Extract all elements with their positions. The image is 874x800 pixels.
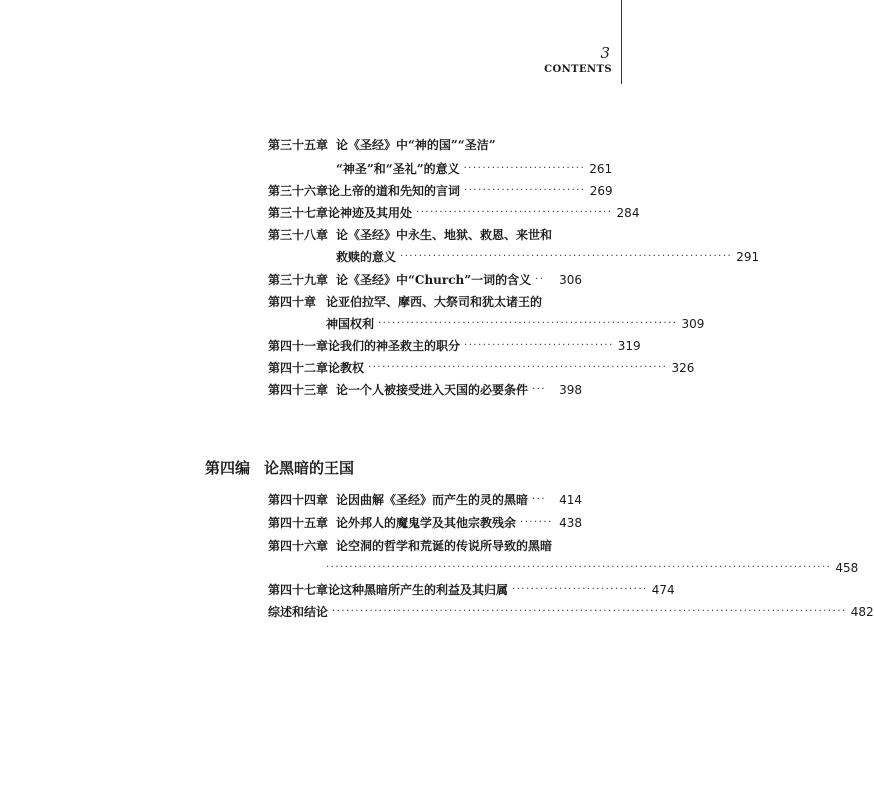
chapter-title: 论这种黑暗所产生的利益及其归属 [328,583,509,597]
toc-entry-35-cont[interactable] [336,160,613,178]
chapter-title-continuation: 神国权利 [326,317,375,331]
page-ref: 319 [617,339,641,353]
part-label: 第四编 [205,459,251,477]
running-head: CONTENTS [544,64,612,75]
leader-dots: ·········································· [416,207,613,218]
toc-entry-47[interactable] [268,581,675,599]
toc-entry-38[interactable] [268,226,588,244]
chapter-title: 论外邦人的魔鬼学及其他宗教残余 [336,516,517,530]
chapter-title: 论因曲解《圣经》而产生的灵的黑暗 [336,493,529,507]
toc-entry-44[interactable] [268,491,582,509]
page-ref: 309 [681,317,705,331]
chapter-title: 论《圣经》中“神的国”“圣洁” [336,138,496,152]
page-ref: 291 [736,250,760,264]
leader-dots: ······· [520,517,553,528]
page-ref: 306 [559,273,582,287]
leader-dots: ································ [464,340,614,351]
toc-entry-41[interactable] [268,337,641,355]
chapter-label: 第四十二章 [268,361,329,375]
chapter-title: 论《圣经》中永生、地狱、救恩、来世和 [336,228,553,242]
chapter-label: 第三十五章 [268,138,329,152]
chapter-label: 第三十六章 [268,184,329,198]
chapter-label: 第三十八章 [268,228,329,242]
toc-entry-36[interactable] [268,182,613,200]
page-ref: 482 [850,605,874,619]
chapter-title: 论上帝的道和先知的言词 [328,184,461,198]
chapter-title: 论亚伯拉罕、摩西、大祭司和犹太诸王的 [326,295,543,309]
chapter-title: 论一个人被接受进入天国的必要条件 [336,383,529,397]
toc-entry-40[interactable] [268,293,588,311]
chapter-label: 第四十七章 [268,583,329,597]
leader-dots: ······································································· [400,251,733,262]
toc-entry-37[interactable] [268,204,640,222]
leader-dots: ··· [532,384,547,395]
leader-dots: ································································ [378,318,678,329]
chapter-label: 第四十章 [268,295,317,309]
chapter-label: 第四十三章 [268,383,329,397]
page-ref: 326 [671,361,695,375]
chapter-title: 论我们的神圣救主的职分 [328,339,461,353]
toc-entry-45[interactable] [268,514,582,532]
chapter-label: 第四十五章 [268,516,329,530]
chapter-label: 综述和结论 [268,605,329,619]
chapter-title: 论神迹及其用处 [328,206,413,220]
page-ref: 414 [559,493,582,507]
leader-dots: ·· [535,274,545,285]
chapter-title: 论教权 [328,361,365,375]
leader-dots: ·························· [463,163,586,174]
leader-dots: ····························· [512,584,648,595]
toc-entry-42[interactable] [268,359,695,377]
chapter-title: 论《圣经》中“Church”一词的含义 [336,273,532,287]
chapter-label: 第四十四章 [268,493,329,507]
chapter-label: 第三十七章 [268,206,329,220]
toc-entry-39[interactable] [268,271,582,289]
page-ref: 269 [589,184,613,198]
chapter-label: 第四十一章 [268,339,329,353]
chapter-title-continuation: 救赎的意义 [336,250,397,264]
toc-entry-conclusion[interactable] [268,603,874,621]
part-title: 论黑暗的王国 [264,459,355,477]
page-ref: 398 [559,383,582,397]
toc-entry-38-cont[interactable] [336,248,760,266]
leader-dots: ·············································································································· [332,606,847,617]
chapter-label: 第四十六章 [268,539,329,553]
page-ref: 284 [616,206,640,220]
toc-entry-46-cont[interactable] [326,559,859,577]
page-ref: 458 [835,561,859,575]
leader-dots: ············································································································ [326,562,832,573]
page-ref: 438 [559,516,582,530]
toc-entry-46[interactable] [268,537,588,555]
chapter-label: 第三十九章 [268,273,329,287]
page-ref: 474 [651,583,675,597]
part-heading[interactable] [205,457,354,478]
chapter-title: 论空洞的哲学和荒诞的传说所导致的黑暗 [336,539,553,553]
leader-dots: ··· [532,494,547,505]
leader-dots: ································································ [368,362,668,373]
page-number: 3 [600,44,610,62]
toc-entry-43[interactable] [268,381,582,399]
page-ref: 261 [589,162,613,176]
leader-dots: ·························· [464,185,586,196]
toc-entry-35[interactable] [268,136,588,154]
toc-entry-40-cont[interactable] [326,315,705,333]
chapter-title-continuation: “神圣”和“圣礼”的意义 [336,162,460,176]
